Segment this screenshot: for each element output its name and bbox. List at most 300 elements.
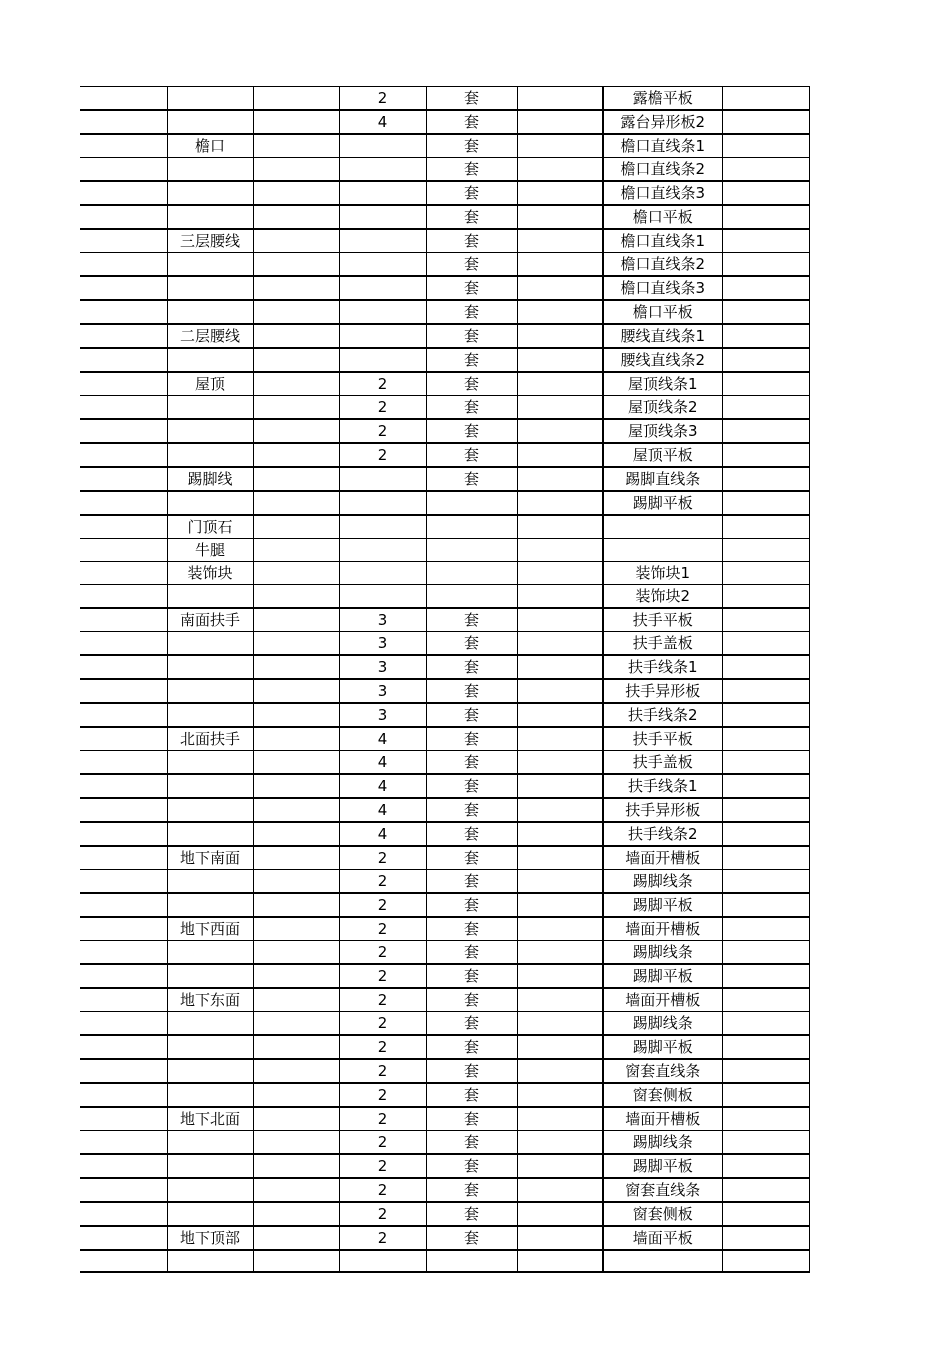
- quantity-cell[interactable]: 2: [339, 893, 426, 917]
- empty-cell[interactable]: [517, 419, 603, 443]
- quantity-cell[interactable]: [339, 324, 426, 348]
- empty-cell[interactable]: [80, 539, 167, 562]
- item-cell[interactable]: 踢脚平板: [603, 491, 722, 515]
- empty-cell[interactable]: [517, 655, 603, 679]
- item-cell[interactable]: 扶手盖板: [603, 632, 722, 656]
- empty-cell[interactable]: [722, 655, 809, 679]
- section-cell[interactable]: [167, 110, 253, 134]
- empty-cell[interactable]: [517, 158, 603, 182]
- empty-cell[interactable]: [80, 585, 167, 609]
- empty-cell[interactable]: [517, 1059, 603, 1083]
- empty-cell[interactable]: [253, 941, 339, 965]
- empty-cell[interactable]: [80, 1012, 167, 1036]
- empty-cell[interactable]: [80, 1131, 167, 1155]
- unit-cell[interactable]: 套: [426, 419, 517, 443]
- item-cell[interactable]: 装饰块2: [603, 585, 722, 609]
- empty-cell[interactable]: [253, 1154, 339, 1178]
- empty-cell[interactable]: [517, 964, 603, 988]
- empty-cell[interactable]: [517, 1012, 603, 1036]
- empty-cell[interactable]: [80, 1083, 167, 1107]
- empty-cell[interactable]: [722, 300, 809, 324]
- empty-cell[interactable]: [722, 181, 809, 205]
- empty-cell[interactable]: [517, 585, 603, 609]
- section-cell[interactable]: [167, 253, 253, 277]
- item-cell[interactable]: 屋顶线条1: [603, 372, 722, 396]
- empty-cell[interactable]: [722, 727, 809, 751]
- quantity-cell[interactable]: 2: [339, 1154, 426, 1178]
- unit-cell[interactable]: 套: [426, 917, 517, 941]
- section-cell[interactable]: [167, 774, 253, 798]
- item-cell[interactable]: 檐口直线条3: [603, 181, 722, 205]
- quantity-cell[interactable]: 2: [339, 87, 426, 111]
- section-cell[interactable]: [167, 1083, 253, 1107]
- empty-cell[interactable]: [517, 679, 603, 703]
- unit-cell[interactable]: 套: [426, 372, 517, 396]
- empty-cell[interactable]: [80, 798, 167, 822]
- item-cell[interactable]: [603, 1250, 722, 1272]
- empty-cell[interactable]: [253, 396, 339, 420]
- section-cell[interactable]: [167, 1059, 253, 1083]
- section-cell[interactable]: [167, 870, 253, 894]
- empty-cell[interactable]: [722, 822, 809, 846]
- empty-cell[interactable]: [253, 205, 339, 229]
- unit-cell[interactable]: 套: [426, 134, 517, 158]
- empty-cell[interactable]: [80, 632, 167, 656]
- item-cell[interactable]: 踢脚平板: [603, 1154, 722, 1178]
- item-cell[interactable]: 窗套直线条: [603, 1178, 722, 1202]
- section-cell[interactable]: 二层腰线: [167, 324, 253, 348]
- unit-cell[interactable]: 套: [426, 1035, 517, 1059]
- empty-cell[interactable]: [517, 632, 603, 656]
- empty-cell[interactable]: [517, 324, 603, 348]
- empty-cell[interactable]: [722, 1035, 809, 1059]
- unit-cell[interactable]: 套: [426, 87, 517, 111]
- empty-cell[interactable]: [253, 1250, 339, 1272]
- item-cell[interactable]: 扶手线条1: [603, 774, 722, 798]
- quantity-cell[interactable]: 2: [339, 1083, 426, 1107]
- item-cell[interactable]: 踢脚线条: [603, 941, 722, 965]
- empty-cell[interactable]: [517, 1202, 603, 1226]
- empty-cell[interactable]: [253, 585, 339, 609]
- empty-cell[interactable]: [80, 443, 167, 467]
- section-cell[interactable]: 地下东面: [167, 988, 253, 1012]
- item-cell[interactable]: 腰线直线条2: [603, 348, 722, 372]
- empty-cell[interactable]: [722, 158, 809, 182]
- empty-cell[interactable]: [517, 372, 603, 396]
- quantity-cell[interactable]: [339, 515, 426, 539]
- quantity-cell[interactable]: [339, 253, 426, 277]
- item-cell[interactable]: 露檐平板: [603, 87, 722, 111]
- empty-cell[interactable]: [253, 988, 339, 1012]
- empty-cell[interactable]: [80, 703, 167, 727]
- quantity-cell[interactable]: 3: [339, 608, 426, 632]
- unit-cell[interactable]: 套: [426, 1107, 517, 1131]
- empty-cell[interactable]: [722, 515, 809, 539]
- empty-cell[interactable]: [80, 1107, 167, 1131]
- empty-cell[interactable]: [80, 1154, 167, 1178]
- empty-cell[interactable]: [253, 539, 339, 562]
- empty-cell[interactable]: [722, 941, 809, 965]
- quantity-cell[interactable]: 4: [339, 798, 426, 822]
- unit-cell[interactable]: 套: [426, 964, 517, 988]
- empty-cell[interactable]: [722, 539, 809, 562]
- empty-cell[interactable]: [253, 562, 339, 585]
- empty-cell[interactable]: [253, 229, 339, 253]
- empty-cell[interactable]: [253, 632, 339, 656]
- empty-cell[interactable]: [80, 870, 167, 894]
- item-cell[interactable]: 屋顶线条3: [603, 419, 722, 443]
- unit-cell[interactable]: [426, 585, 517, 609]
- section-cell[interactable]: 地下北面: [167, 1107, 253, 1131]
- empty-cell[interactable]: [722, 276, 809, 300]
- section-cell[interactable]: [167, 1035, 253, 1059]
- empty-cell[interactable]: [253, 443, 339, 467]
- empty-cell[interactable]: [80, 751, 167, 775]
- unit-cell[interactable]: 套: [426, 822, 517, 846]
- empty-cell[interactable]: [253, 822, 339, 846]
- unit-cell[interactable]: 套: [426, 727, 517, 751]
- quantity-cell[interactable]: 2: [339, 964, 426, 988]
- quantity-cell[interactable]: 2: [339, 1059, 426, 1083]
- section-cell[interactable]: [167, 1012, 253, 1036]
- item-cell[interactable]: 踢脚线条: [603, 870, 722, 894]
- unit-cell[interactable]: [426, 562, 517, 585]
- section-cell[interactable]: [167, 396, 253, 420]
- item-cell[interactable]: 扶手线条2: [603, 822, 722, 846]
- item-cell[interactable]: 墙面开槽板: [603, 917, 722, 941]
- empty-cell[interactable]: [80, 348, 167, 372]
- empty-cell[interactable]: [517, 181, 603, 205]
- quantity-cell[interactable]: 2: [339, 372, 426, 396]
- item-cell[interactable]: 窗套侧板: [603, 1083, 722, 1107]
- unit-cell[interactable]: 套: [426, 798, 517, 822]
- unit-cell[interactable]: 套: [426, 870, 517, 894]
- empty-cell[interactable]: [517, 348, 603, 372]
- item-cell[interactable]: 檐口直线条2: [603, 253, 722, 277]
- section-cell[interactable]: 门顶石: [167, 515, 253, 539]
- quantity-cell[interactable]: 2: [339, 1035, 426, 1059]
- empty-cell[interactable]: [517, 774, 603, 798]
- empty-cell[interactable]: [80, 205, 167, 229]
- unit-cell[interactable]: 套: [426, 703, 517, 727]
- unit-cell[interactable]: 套: [426, 1012, 517, 1036]
- empty-cell[interactable]: [253, 515, 339, 539]
- empty-cell[interactable]: [253, 751, 339, 775]
- empty-cell[interactable]: [80, 562, 167, 585]
- empty-cell[interactable]: [722, 893, 809, 917]
- section-cell[interactable]: [167, 941, 253, 965]
- empty-cell[interactable]: [722, 372, 809, 396]
- empty-cell[interactable]: [722, 870, 809, 894]
- quantity-cell[interactable]: 3: [339, 655, 426, 679]
- item-cell[interactable]: 屋顶平板: [603, 443, 722, 467]
- empty-cell[interactable]: [80, 964, 167, 988]
- empty-cell[interactable]: [722, 348, 809, 372]
- empty-cell[interactable]: [722, 562, 809, 585]
- section-cell[interactable]: 牛腿: [167, 539, 253, 562]
- empty-cell[interactable]: [517, 798, 603, 822]
- empty-cell[interactable]: [253, 87, 339, 111]
- quantity-cell[interactable]: 2: [339, 1178, 426, 1202]
- empty-cell[interactable]: [253, 134, 339, 158]
- empty-cell[interactable]: [80, 1202, 167, 1226]
- section-cell[interactable]: [167, 348, 253, 372]
- empty-cell[interactable]: [80, 941, 167, 965]
- empty-cell[interactable]: [253, 893, 339, 917]
- item-cell[interactable]: 扶手异形板: [603, 679, 722, 703]
- item-cell[interactable]: 檐口直线条1: [603, 229, 722, 253]
- section-cell[interactable]: [167, 585, 253, 609]
- empty-cell[interactable]: [253, 1178, 339, 1202]
- empty-cell[interactable]: [253, 300, 339, 324]
- quantity-cell[interactable]: 4: [339, 727, 426, 751]
- empty-cell[interactable]: [253, 846, 339, 870]
- section-cell[interactable]: 南面扶手: [167, 608, 253, 632]
- quantity-cell[interactable]: [339, 158, 426, 182]
- empty-cell[interactable]: [722, 396, 809, 420]
- empty-cell[interactable]: [80, 822, 167, 846]
- section-cell[interactable]: [167, 893, 253, 917]
- quantity-cell[interactable]: [339, 229, 426, 253]
- empty-cell[interactable]: [722, 917, 809, 941]
- empty-cell[interactable]: [722, 798, 809, 822]
- section-cell[interactable]: [167, 491, 253, 515]
- item-cell[interactable]: 踢脚线条: [603, 1131, 722, 1155]
- quantity-cell[interactable]: [339, 134, 426, 158]
- quantity-cell[interactable]: 2: [339, 1107, 426, 1131]
- unit-cell[interactable]: 套: [426, 276, 517, 300]
- empty-cell[interactable]: [517, 87, 603, 111]
- item-cell[interactable]: 扶手线条2: [603, 703, 722, 727]
- quantity-cell[interactable]: 2: [339, 443, 426, 467]
- section-cell[interactable]: [167, 1154, 253, 1178]
- unit-cell[interactable]: 套: [426, 443, 517, 467]
- empty-cell[interactable]: [253, 491, 339, 515]
- quantity-cell[interactable]: 2: [339, 917, 426, 941]
- unit-cell[interactable]: 套: [426, 679, 517, 703]
- unit-cell[interactable]: 套: [426, 1083, 517, 1107]
- empty-cell[interactable]: [253, 1131, 339, 1155]
- unit-cell[interactable]: [426, 515, 517, 539]
- empty-cell[interactable]: [253, 158, 339, 182]
- empty-cell[interactable]: [722, 632, 809, 656]
- section-cell[interactable]: [167, 1250, 253, 1272]
- empty-cell[interactable]: [80, 372, 167, 396]
- empty-cell[interactable]: [80, 491, 167, 515]
- section-cell[interactable]: [167, 798, 253, 822]
- empty-cell[interactable]: [722, 253, 809, 277]
- empty-cell[interactable]: [517, 917, 603, 941]
- empty-cell[interactable]: [253, 655, 339, 679]
- section-cell[interactable]: 装饰块: [167, 562, 253, 585]
- empty-cell[interactable]: [722, 1059, 809, 1083]
- unit-cell[interactable]: 套: [426, 181, 517, 205]
- empty-cell[interactable]: [517, 1107, 603, 1131]
- section-cell[interactable]: [167, 679, 253, 703]
- item-cell[interactable]: 踢脚直线条: [603, 467, 722, 491]
- empty-cell[interactable]: [517, 300, 603, 324]
- item-cell[interactable]: 墙面平板: [603, 1226, 722, 1250]
- section-cell[interactable]: [167, 964, 253, 988]
- empty-cell[interactable]: [253, 703, 339, 727]
- empty-cell[interactable]: [80, 229, 167, 253]
- empty-cell[interactable]: [517, 1035, 603, 1059]
- item-cell[interactable]: 墙面开槽板: [603, 846, 722, 870]
- empty-cell[interactable]: [722, 608, 809, 632]
- item-cell[interactable]: 扶手异形板: [603, 798, 722, 822]
- item-cell[interactable]: 墙面开槽板: [603, 1107, 722, 1131]
- empty-cell[interactable]: [722, 1107, 809, 1131]
- quantity-cell[interactable]: [339, 181, 426, 205]
- unit-cell[interactable]: 套: [426, 396, 517, 420]
- empty-cell[interactable]: [80, 679, 167, 703]
- item-cell[interactable]: 扶手线条1: [603, 655, 722, 679]
- empty-cell[interactable]: [517, 1226, 603, 1250]
- section-cell[interactable]: [167, 276, 253, 300]
- empty-cell[interactable]: [722, 110, 809, 134]
- empty-cell[interactable]: [253, 1012, 339, 1036]
- unit-cell[interactable]: 套: [426, 846, 517, 870]
- empty-cell[interactable]: [80, 181, 167, 205]
- empty-cell[interactable]: [517, 608, 603, 632]
- empty-cell[interactable]: [80, 300, 167, 324]
- empty-cell[interactable]: [517, 822, 603, 846]
- empty-cell[interactable]: [722, 846, 809, 870]
- empty-cell[interactable]: [722, 1012, 809, 1036]
- section-cell[interactable]: 地下南面: [167, 846, 253, 870]
- quantity-cell[interactable]: 2: [339, 396, 426, 420]
- item-cell[interactable]: 露台异形板2: [603, 110, 722, 134]
- quantity-cell[interactable]: [339, 276, 426, 300]
- section-cell[interactable]: [167, 751, 253, 775]
- empty-cell[interactable]: [517, 443, 603, 467]
- unit-cell[interactable]: [426, 539, 517, 562]
- empty-cell[interactable]: [517, 253, 603, 277]
- empty-cell[interactable]: [517, 1250, 603, 1272]
- empty-cell[interactable]: [517, 276, 603, 300]
- empty-cell[interactable]: [80, 608, 167, 632]
- empty-cell[interactable]: [253, 1059, 339, 1083]
- item-cell[interactable]: 扶手盖板: [603, 751, 722, 775]
- empty-cell[interactable]: [253, 1202, 339, 1226]
- item-cell[interactable]: 扶手平板: [603, 727, 722, 751]
- item-cell[interactable]: 踢脚线条: [603, 1012, 722, 1036]
- section-cell[interactable]: 北面扶手: [167, 727, 253, 751]
- empty-cell[interactable]: [253, 1107, 339, 1131]
- item-cell[interactable]: 扶手平板: [603, 608, 722, 632]
- quantity-cell[interactable]: [339, 585, 426, 609]
- quantity-cell[interactable]: [339, 467, 426, 491]
- section-cell[interactable]: 地下西面: [167, 917, 253, 941]
- empty-cell[interactable]: [80, 1226, 167, 1250]
- quantity-cell[interactable]: [339, 562, 426, 585]
- empty-cell[interactable]: [80, 727, 167, 751]
- item-cell[interactable]: 檐口平板: [603, 205, 722, 229]
- item-cell[interactable]: 踢脚平板: [603, 1035, 722, 1059]
- quantity-cell[interactable]: [339, 300, 426, 324]
- quantity-cell[interactable]: 2: [339, 870, 426, 894]
- empty-cell[interactable]: [722, 229, 809, 253]
- empty-cell[interactable]: [80, 276, 167, 300]
- empty-cell[interactable]: [517, 1131, 603, 1155]
- empty-cell[interactable]: [253, 870, 339, 894]
- empty-cell[interactable]: [722, 1131, 809, 1155]
- quantity-cell[interactable]: 2: [339, 846, 426, 870]
- empty-cell[interactable]: [80, 1178, 167, 1202]
- empty-cell[interactable]: [80, 1250, 167, 1272]
- section-cell[interactable]: [167, 1178, 253, 1202]
- unit-cell[interactable]: 套: [426, 1202, 517, 1226]
- empty-cell[interactable]: [253, 679, 339, 703]
- section-cell[interactable]: 檐口: [167, 134, 253, 158]
- unit-cell[interactable]: 套: [426, 632, 517, 656]
- empty-cell[interactable]: [253, 1083, 339, 1107]
- quantity-cell[interactable]: 2: [339, 988, 426, 1012]
- empty-cell[interactable]: [80, 87, 167, 111]
- empty-cell[interactable]: [253, 608, 339, 632]
- unit-cell[interactable]: 套: [426, 1178, 517, 1202]
- section-cell[interactable]: [167, 443, 253, 467]
- empty-cell[interactable]: [80, 917, 167, 941]
- empty-cell[interactable]: [253, 181, 339, 205]
- empty-cell[interactable]: [517, 515, 603, 539]
- unit-cell[interactable]: 套: [426, 751, 517, 775]
- empty-cell[interactable]: [517, 941, 603, 965]
- quantity-cell[interactable]: [339, 348, 426, 372]
- item-cell[interactable]: 檐口直线条2: [603, 158, 722, 182]
- empty-cell[interactable]: [517, 562, 603, 585]
- empty-cell[interactable]: [253, 276, 339, 300]
- unit-cell[interactable]: 套: [426, 893, 517, 917]
- quantity-cell[interactable]: 4: [339, 774, 426, 798]
- unit-cell[interactable]: 套: [426, 988, 517, 1012]
- quantity-cell[interactable]: [339, 539, 426, 562]
- item-cell[interactable]: 檐口直线条1: [603, 134, 722, 158]
- item-cell[interactable]: 踢脚平板: [603, 893, 722, 917]
- section-cell[interactable]: [167, 703, 253, 727]
- empty-cell[interactable]: [722, 1202, 809, 1226]
- empty-cell[interactable]: [722, 205, 809, 229]
- empty-cell[interactable]: [253, 419, 339, 443]
- empty-cell[interactable]: [80, 655, 167, 679]
- quantity-cell[interactable]: 2: [339, 941, 426, 965]
- empty-cell[interactable]: [722, 751, 809, 775]
- unit-cell[interactable]: 套: [426, 1154, 517, 1178]
- empty-cell[interactable]: [722, 964, 809, 988]
- section-cell[interactable]: [167, 158, 253, 182]
- empty-cell[interactable]: [517, 1154, 603, 1178]
- empty-cell[interactable]: [253, 372, 339, 396]
- empty-cell[interactable]: [722, 467, 809, 491]
- empty-cell[interactable]: [80, 110, 167, 134]
- empty-cell[interactable]: [517, 396, 603, 420]
- empty-cell[interactable]: [517, 988, 603, 1012]
- empty-cell[interactable]: [517, 539, 603, 562]
- empty-cell[interactable]: [253, 917, 339, 941]
- empty-cell[interactable]: [80, 134, 167, 158]
- empty-cell[interactable]: [517, 1178, 603, 1202]
- empty-cell[interactable]: [80, 396, 167, 420]
- empty-cell[interactable]: [722, 87, 809, 111]
- section-cell[interactable]: [167, 1131, 253, 1155]
- empty-cell[interactable]: [517, 751, 603, 775]
- unit-cell[interactable]: 套: [426, 655, 517, 679]
- empty-cell[interactable]: [722, 1178, 809, 1202]
- empty-cell[interactable]: [517, 846, 603, 870]
- unit-cell[interactable]: 套: [426, 110, 517, 134]
- empty-cell[interactable]: [80, 419, 167, 443]
- empty-cell[interactable]: [80, 324, 167, 348]
